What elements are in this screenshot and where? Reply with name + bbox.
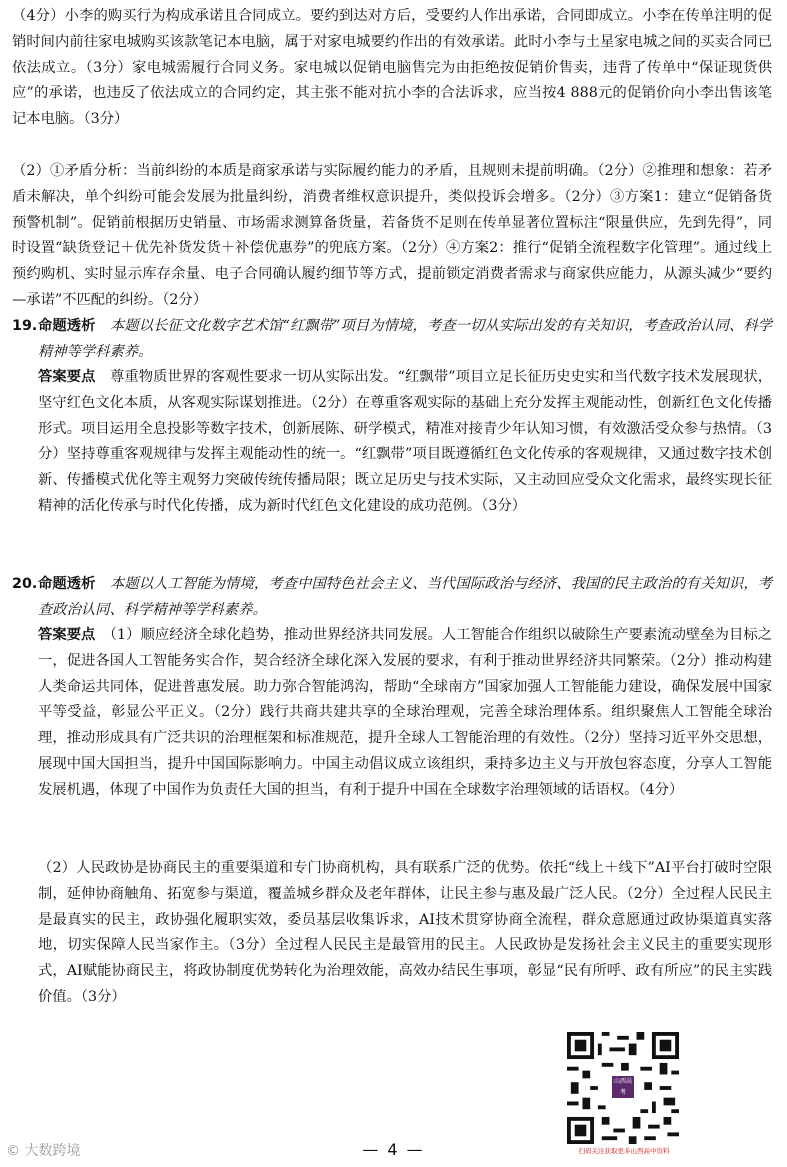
- q20-answer-label: 答案要点: [38, 627, 96, 643]
- qr-logo: 山西高考: [610, 1074, 636, 1100]
- watermark-text: 大数跨境: [24, 1143, 81, 1159]
- q19-answer-text: 尊重物质世界的客观性要求一切从实际出发。“红飘带”项目立足长征历史史实和当代数字技术发展现状，坚守红色文化本质，从客观实际谋划推进。（2分）在尊重客观实际的基础上充分发挥主观能动性，创新红色文化传播形式。项目运用全息投影等数字技术，创新展陈、研学模式，精准对接青少年认知习惯，有效激活受众参与热情。（3分）坚持尊重客观规律与发挥主观能动性的统一。“红飘带”项目既遵循红色文化传承的客观规律，又通过数字技术创新、传播模式优化等主观努力突破传统传播局限；既立足历史与技术实际，又主动回应受众文化需求，最终实现长征精神的活化传承与时代化传播，成为新时代红色文化建设的成功范例。（3分）: [38, 369, 772, 514]
- page-number: — 4 —: [362, 1140, 425, 1159]
- watermark-icon: ©: [6, 1143, 20, 1159]
- q19-analysis-label: 命题透析: [38, 318, 96, 334]
- q20-answer-part1: [38, 623, 772, 804]
- q19-answer-label: 答案要点: [38, 369, 96, 385]
- q20-answer-part1-text: （1）顺应经济全球化趋势，推动世界经济共同发展。人工智能合作组织以破除生产要素流动壁垒为目标之一，促进各国人工智能务实合作，契合经济全球化深入发展的要求，有利于推动世界经济共同繁荣。（2分）推动构建人类命运共同体，促进普惠发展。助力弥合智能鸿沟，帮助“全球南方”国家加强人工智能能力建设，确保发展中国家平等受益，彰显公平正义。（2分）践行共商共建共享的全球治理观，完善全球治理体系。组织聚焦人工智能全球治理，推动形成具有广泛共识的治理框架和标准规范，提升全球人工智能治理的有效性。（2分）坚持习近平外交思想，展现中国大国担当，提升中国国际影响力。中国主动倡议成立该组织，秉持多边主义与开放包容态度，分享人工智能发展机遇，体现了中国作为负责任大国的担当，有利于提升中国在全球数字治理领域的话语权。（4分）: [38, 627, 773, 798]
- q20-number: 20.: [12, 576, 38, 592]
- q18-part1-continued: （4分）小李的购买行为构成承诺且合同成立。要约到达对方后，受要约人作出承诺，合同即成立。小李在传单注明的促销时间内前往家电城购买该款笔记本电脑，属于对家电城要约作出的有效承诺。此时小李与土星家电城之间的买卖合同已依法成立。（3分）家电城需履行合同义务。家电城以促销电脑售完为由拒绝按促销价售卖，违背了传单中“保证现货供应”的承诺，也违反了依法成立的合同约定，其主张不能对抗小李的合法诉求，应当按4 888元的促销价向小李出售该笔记本电脑。（3分）: [12, 8, 772, 128]
- q19-analysis: [38, 314, 772, 366]
- q19-analysis-text: 本题以长征文化数字艺术馆“红飘带”项目为情境，考查一切从实际出发的有关知识，考查政治认同、科学精神等学科素养。: [38, 318, 772, 360]
- q20-answer-part2: （2）人民政协是协商民主的重要渠道和专门协商机构，具有联系广泛的优势。依托“线上＋线下”AI平台打破时空限制，延伸协商触角、拓宽参与渠道，覆盖城乡群众及老年群体，让民主参与惠及最广泛人民。（2分）全过程人民民主是最真实的民主，政协强化履职实效，委员基层收集诉求，AI技术贯穿协商全流程，群众意愿通过政协渠道真实落地，切实保障人民当家作主。（3分）全过程人民民主是最管用的民主。人民政协是发扬社会主义民主的重要实现形式，AI赋能协商民主，将政协制度优势转化为治理效能，高效办结民生事项，彰显“民有所呼、政有所应”的民主实践价值。（3分）: [38, 860, 772, 1005]
- q20-analysis-text: 本题以人工智能为情境，考查中国特色社会主义、当代国际政治与经济、我国的民主政治的有关知识，考查政治认同、科学精神等学科素养。: [38, 576, 773, 618]
- q18-part2: （2）①矛盾分析：当前纠纷的本质是商家承诺与实际履约能力的矛盾，且规则未提前明确。（2分）②推理和想象：若矛盾未解决，单个纠纷可能会发展为批量纠纷，消费者维权意识提升，类似投诉会增多。（2分）③方案1：建立“促销备货预警机制”。促销前根据历史销量、市场需求测算备货量，若备货不足则在传单显著位置标注“限量供应，先到先得”，同时设置“缺货登记＋优先补货发货＋补偿优惠券”的兜底方案。（2分）④方案2：推行“促销全流程数字化管理”。通过线上预约购机、实时显示库存余量、电子合同确认履约细节等方式，提前锁定消费者需求与商家供应能力，从源头减少“要约—承诺”不匹配的纠纷。（2分）: [12, 163, 772, 308]
- q19-number: 19.: [12, 318, 38, 334]
- q20-analysis-label: 命题透析: [38, 576, 96, 592]
- q20-analysis: [38, 572, 772, 624]
- q19-answer: [38, 365, 772, 520]
- qr-caption: 扫码关注获取更多山西高中资料: [578, 1147, 670, 1155]
